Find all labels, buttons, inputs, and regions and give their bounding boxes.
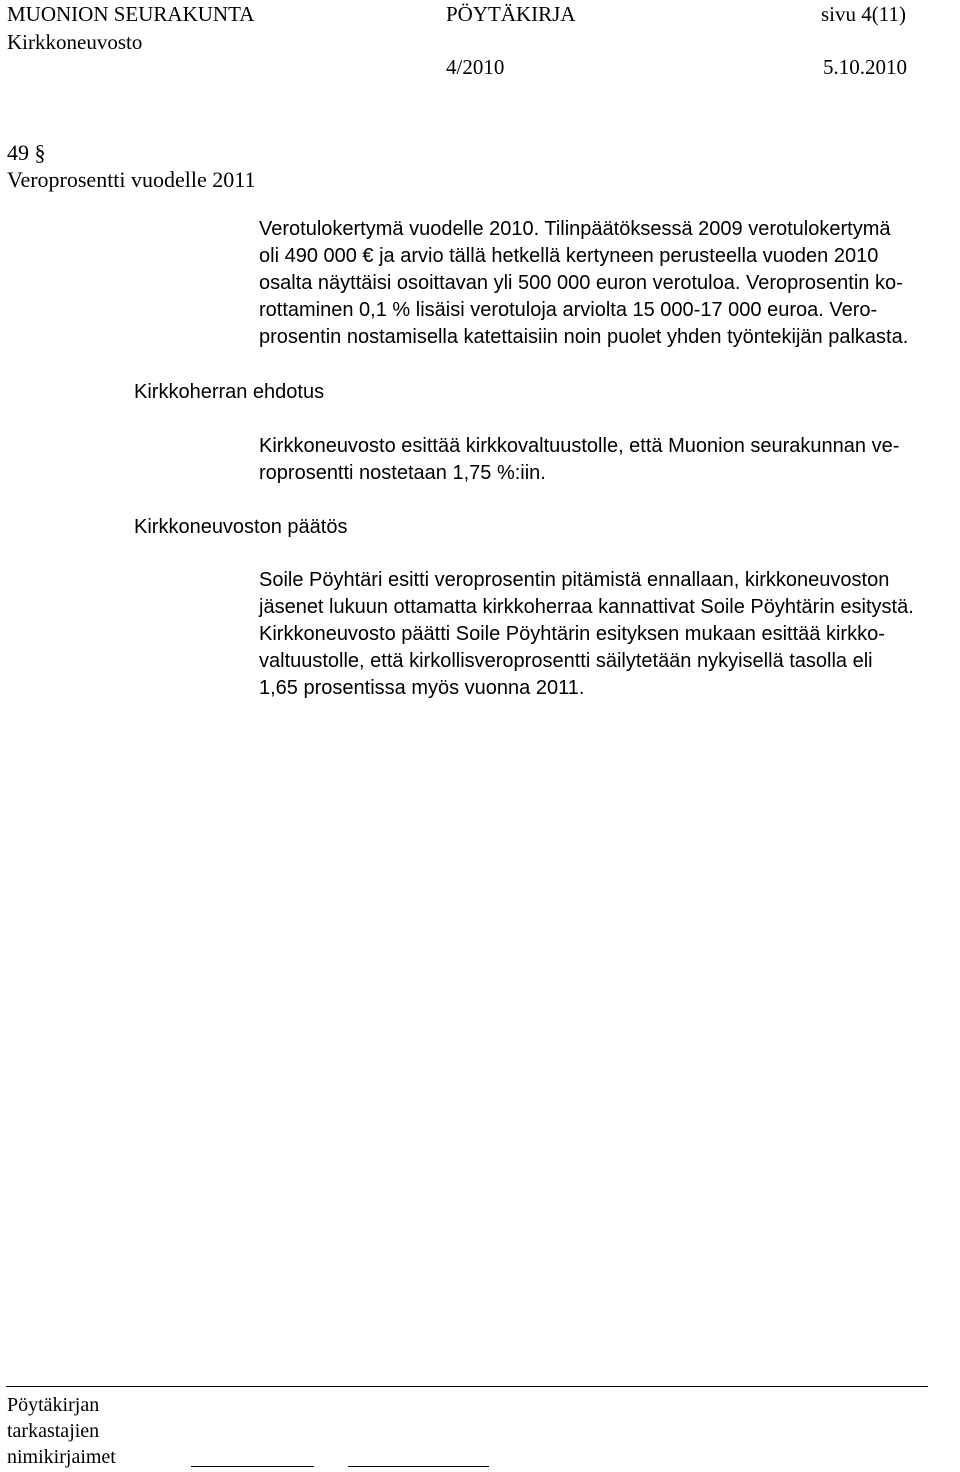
footer-divider xyxy=(6,1386,928,1387)
header-doc-type: PÖYTÄKIRJA xyxy=(446,2,576,26)
footer-label-line3: nimikirjaimet xyxy=(7,1446,116,1468)
background-line: Verotulokertymä vuodelle 2010. Tilinpäätöksessä 2009 verotulokertymä xyxy=(259,218,891,240)
decision-line: jäsenet lukuun ottamatta kirkkoherraa kannattivat Soile Pöyhtärin esitystä. xyxy=(259,596,914,618)
decision-heading: Kirkkoneuvoston päätös xyxy=(134,516,348,538)
footer-label-line2: tarkastajien xyxy=(7,1420,100,1442)
decision-line: 1,65 prosentissa myös vuonna 2011. xyxy=(259,677,585,699)
background-line: oli 490 000 € ja arvio tällä hetkellä kertyneen perusteella vuoden 2010 xyxy=(259,245,879,267)
proposal-line: roprosentti nostetaan 1,75 %:iin. xyxy=(259,462,546,484)
decision-line: valtuustolle, että kirkollisveroprosentti säilytetään nykyisellä tasolla eli xyxy=(259,650,873,672)
background-line: prosentin nostamisella katettaisiin noin puolet yhden työntekijän palkasta. xyxy=(259,326,909,348)
signature-line-2 xyxy=(348,1466,489,1467)
decision-line: Kirkkoneuvosto päätti Soile Pöyhtärin esityksen mukaan esittää kirkko- xyxy=(259,623,885,645)
footer-label-line1: Pöytäkirjan xyxy=(7,1394,100,1416)
section-number xyxy=(7,140,46,166)
proposal-heading: Kirkkoherran ehdotus xyxy=(134,381,325,403)
background-line: osalta näyttäisi osoittavan yli 500 000 euron verotuloa. Veroprosentin ko- xyxy=(259,272,903,294)
section-number-text: 49 xyxy=(7,140,29,165)
header-date: 5.10.2010 xyxy=(823,55,907,79)
decision-paragraph xyxy=(259,567,914,702)
proposal-line: Kirkkoneuvosto esittää kirkkovaltuustolle, että Muonion seurakunnan ve- xyxy=(259,435,900,457)
proposal-paragraph xyxy=(259,433,899,487)
signature-line-1 xyxy=(191,1466,314,1467)
header-body: Kirkkoneuvosto xyxy=(7,30,143,54)
section-title: Veroprosentti vuodelle 2011 xyxy=(7,167,256,192)
section-mark-icon: § xyxy=(34,140,46,165)
header-org: MUONION SEURAKUNTA xyxy=(7,2,255,26)
background-line: rottaminen 0,1 % lisäisi verotuloja arviolta 15 000-17 000 euroa. Vero- xyxy=(259,299,878,321)
header-page: sivu 4(11) xyxy=(821,2,906,26)
decision-line: Soile Pöyhtäri esitti veroprosentin pitämistä ennallaan, kirkkoneuvoston xyxy=(259,569,890,591)
header-meeting-no: 4/2010 xyxy=(446,55,505,79)
background-paragraph xyxy=(259,216,908,351)
